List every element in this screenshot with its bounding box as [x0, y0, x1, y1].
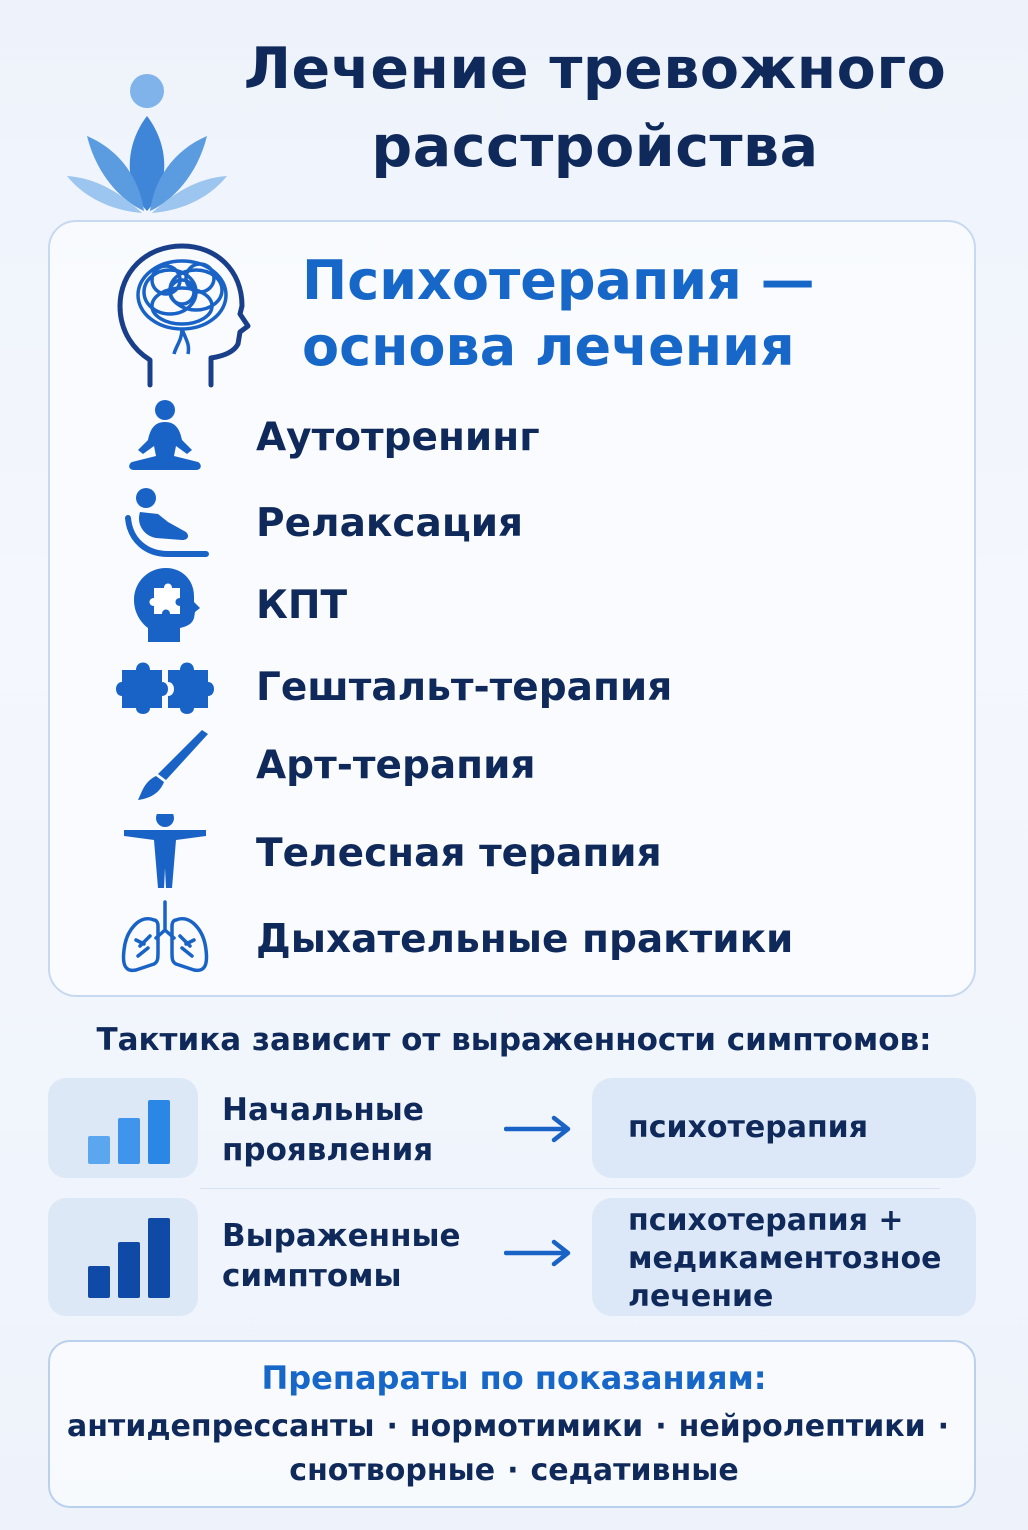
method-art — [110, 726, 910, 806]
separator-dot: · — [937, 1409, 950, 1444]
row-label-line-1: Начальные — [222, 1092, 424, 1128]
reclining-person-icon — [110, 484, 220, 564]
title-line-1: Лечение тревожного — [243, 36, 947, 102]
page-title — [200, 30, 990, 186]
drugs-line-1 — [40, 1406, 988, 1448]
drugs-title: Препараты по показаниям: — [261, 1359, 767, 1397]
method-breathing — [110, 900, 910, 980]
separator-dot: · — [655, 1409, 667, 1444]
method-label: Аутотренинг — [256, 415, 540, 460]
method-gestalt — [110, 648, 910, 728]
signal-bars-strong-icon — [48, 1198, 198, 1316]
title-line-2: расстройства — [371, 114, 819, 180]
meditation-icon — [110, 398, 220, 478]
separator-dot: · — [386, 1409, 398, 1444]
header — [0, 30, 1028, 200]
method-label: Релаксация — [256, 501, 524, 546]
row-label-line-2: проявления — [222, 1132, 434, 1168]
drug-hypnotics: снотворные — [289, 1453, 496, 1488]
separator-dot: · — [507, 1453, 519, 1488]
tactics-row-initial — [48, 1078, 976, 1178]
result-line-2: медикаментозное — [628, 1241, 942, 1276]
arrow-right-icon — [504, 1238, 574, 1268]
method-label: Дыхательные практики — [256, 917, 794, 962]
method-label: Арт-терапия — [256, 743, 536, 788]
method-label: КПТ — [256, 583, 348, 628]
result-line-1: психотерапия — [628, 1110, 868, 1145]
puzzle-pieces-icon — [110, 648, 220, 728]
body-stretch-icon — [110, 814, 220, 894]
method-label: Гештальт-терапия — [256, 665, 673, 710]
method-label: Телесная терапия — [256, 831, 662, 876]
method-cbt — [110, 566, 910, 646]
tactics-row-severe — [48, 1198, 976, 1316]
row-label — [222, 1216, 461, 1296]
row-label-line-1: Выраженные — [222, 1218, 461, 1254]
severity-chip — [48, 1078, 198, 1178]
arrow-right-icon — [504, 1114, 574, 1144]
result-box — [592, 1078, 976, 1178]
paintbrush-icon — [110, 726, 220, 806]
severity-chip — [48, 1198, 198, 1316]
drugs-line-2 — [40, 1450, 988, 1492]
drug-antidepressants: антидепрессанты — [66, 1409, 375, 1444]
drug-neuroleptics: нейролептики — [678, 1409, 926, 1444]
row-label — [222, 1090, 433, 1170]
card-heading-line-1: Психотерапия — — [302, 249, 815, 312]
result-box — [592, 1198, 976, 1316]
card-heading-line-2: основа лечения — [302, 315, 795, 378]
head-puzzle-icon — [110, 566, 220, 646]
method-autotraining — [110, 398, 910, 478]
row-label-line-2: симптомы — [222, 1258, 402, 1294]
lungs-icon — [110, 900, 220, 980]
brain-head-icon — [116, 240, 262, 390]
method-relaxation — [110, 484, 910, 564]
result-line-3: лечение — [628, 1279, 774, 1314]
signal-bars-light-icon — [48, 1078, 198, 1178]
method-body — [110, 814, 910, 894]
result-line-1: психотерапия + — [628, 1203, 904, 1238]
drug-normotimics: нормотимики — [409, 1409, 644, 1444]
drug-sedatives: седативные — [530, 1453, 739, 1488]
tactics-heading: Тактика зависит от выраженности симптомов: — [96, 1022, 932, 1058]
row-divider — [200, 1188, 940, 1189]
card-heading — [302, 248, 922, 380]
